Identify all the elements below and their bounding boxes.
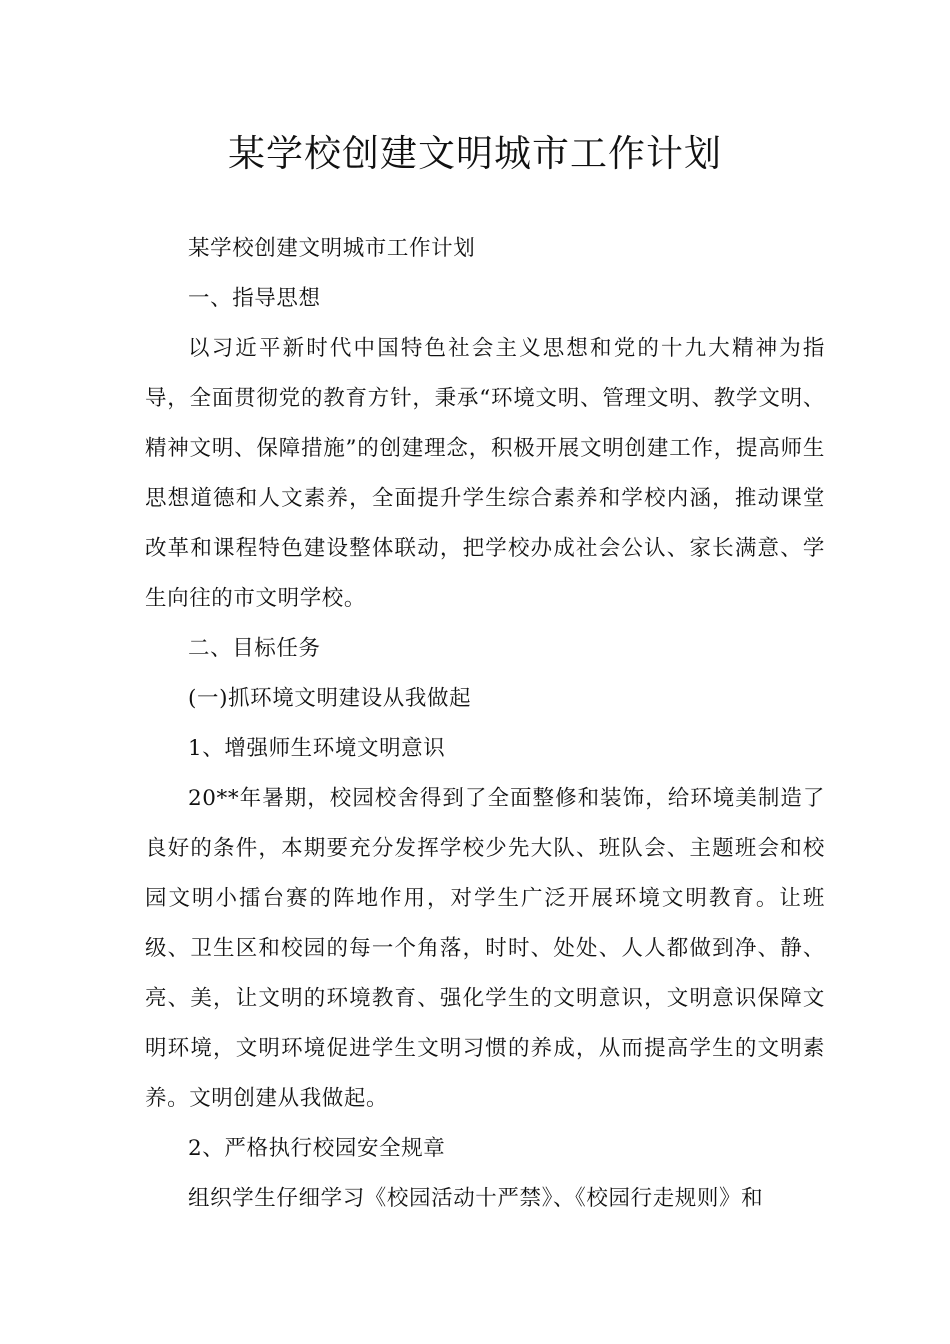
section-heading-guiding-ideology: 一、指导思想 bbox=[188, 286, 321, 311]
item-heading-safety-rules: 2、严格执行校园安全规章 bbox=[188, 1136, 446, 1161]
document-title: 某学校创建文明城市工作计划 bbox=[228, 132, 722, 175]
paragraph-environment-education: 20**年暑期，校园校舍得到了全面整修和装饰，给环境美制造了良好的条件，本期要充分发挥学校少先大队、班队会、主题班会和校园文明小擂台赛的阵地作用，对学生广泛开展环境文明教育。让班级、卫生区和校园的每一个角落，时时、处处、人人都做到净、静、亮、美，让文明的环境教育、强化学生的文明意识，文明意识保障文明环境，文明环境促进学生文明习惯的养成，从而提高学生的文明素养。文明创建从我做起。 bbox=[145, 786, 825, 1111]
paragraph-guiding-ideology: 以习近平新时代中国特色社会主义思想和党的十九大精神为指导，全面贯彻党的教育方针，秉承“环境文明、管理文明、教学文明、精神文明、保障措施”的创建理念，积极开展文明创建工作，提高师生思想道德和人文素养，全面提升学生综合素养和学校内涵，推动课堂改革和课程特色建设整体联动，把学校办成社会公认、家长满意、学生向往的市文明学校。 bbox=[145, 336, 825, 611]
paragraph-safety-rules: 组织学生仔细学习《校园活动十严禁》、《校园行走规则》和 bbox=[188, 1186, 764, 1211]
section-heading-goals: 二、目标任务 bbox=[188, 636, 321, 661]
item-heading-awareness: 1、增强师生环境文明意识 bbox=[188, 736, 446, 761]
document-body bbox=[145, 224, 825, 1224]
paragraph-heading-title: 某学校创建文明城市工作计划 bbox=[188, 236, 476, 261]
subsection-heading-environment: (一)抓环境文明建设从我做起 bbox=[188, 686, 472, 711]
